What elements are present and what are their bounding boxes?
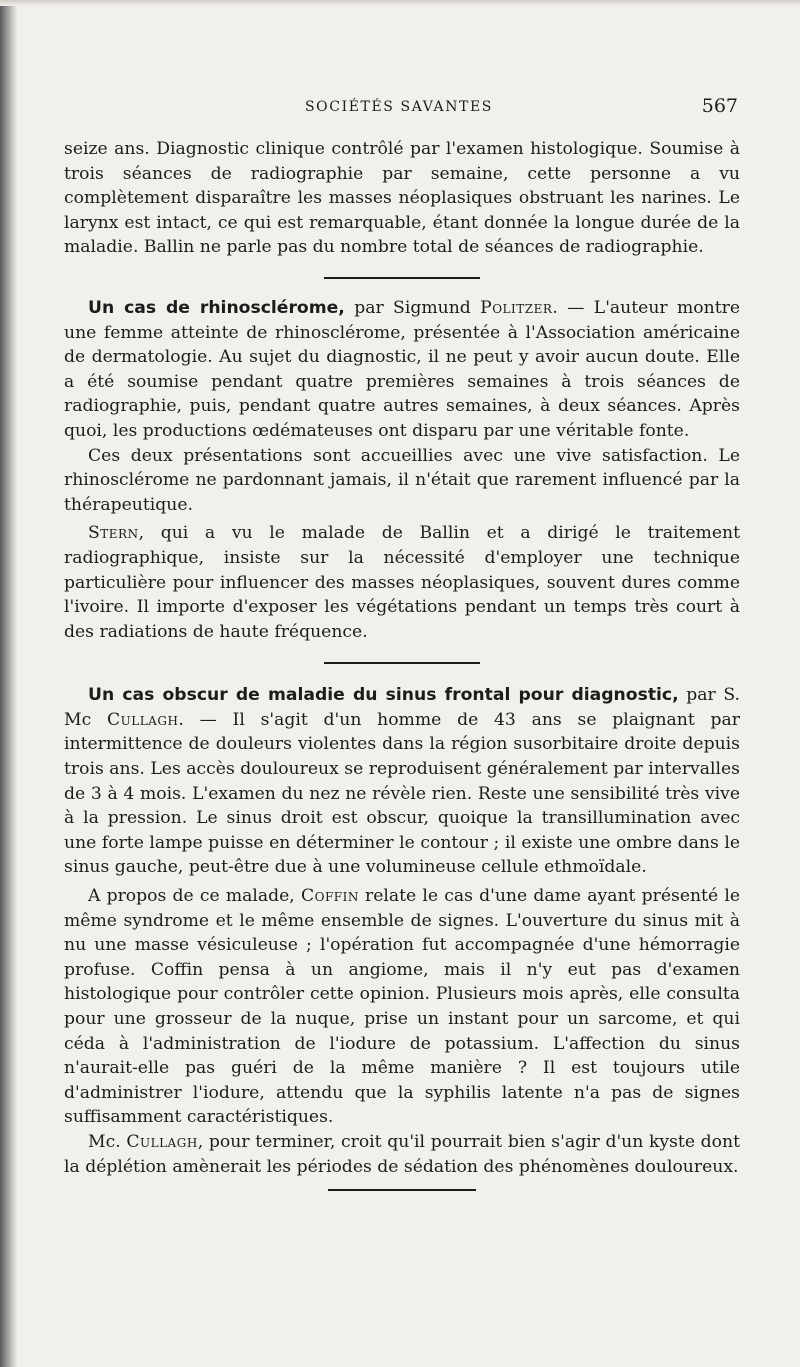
paragraph-presentations: Ces deux présentations sont accueillies avec une vive satisfaction. Le rhinosclérome ne pardonnant jamais, il n'était que rarement influencé par la thérapeutique. xyxy=(64,445,740,515)
paragraph-text: relate le cas d'une dame ayant présenté le même syndrome et le même ensemble de signes. L'ouverture du sinus mit à nu une masse vésiculeuse ; l'opération fut accompagnée d'une hémorragie profuse. Coffin pensa à un angiome, mais il n'y eut pas d'examen histologique pour contrôler cette opinion. Plusieurs mois après, elle consulta pour une grosseur de la nuque, prise un instant pour un sarcome, et qui céda à l'administration de l'iodure de potassium. L'affection du sinus n'aurait-elle pas guéri de la même manière ? Il est toujours utile d'administrer l'iodure, attendu que la syphilis latente n'a pas de signes suffisamment caractéristiques. xyxy=(64,886,740,1128)
section-title-sinus-frontal: Un cas obscur de maladie du sinus frontal pour diagnostic, xyxy=(88,685,679,706)
paragraph-mccullagh xyxy=(64,1130,740,1179)
paragraph-lead: Mc. xyxy=(88,1131,127,1152)
page-body xyxy=(64,137,740,1191)
paragraph-text: . — L'auteur montre une femme atteinte de rhinosclérome, présentée à l'Association américaine de dermatologie. Au sujet du diagnostic, il ne peut y avoir aucun doute. Elle a été soumise pendant quatre premières semaines à trois séances de radiographie, puis, pendant quatre autres semaines, à deux séances. Après quoi, les productions œdémateuses ont disparu par une véritable fonte. xyxy=(64,297,740,441)
paragraph-text: , pour terminer, croit qu'il pourrait bien s'agir d'un kyste dont la déplétion amènerait les périodes de sédation des phénomènes douloureux. xyxy=(64,1131,740,1177)
person-name: Coffin xyxy=(300,886,359,907)
person-name: Cullagh xyxy=(126,1131,198,1152)
author-name: Cullagh xyxy=(106,709,179,730)
section-divider xyxy=(324,277,480,279)
page-binding-edge xyxy=(0,0,18,1367)
byline-text: par S. Mc xyxy=(64,685,740,730)
section-divider xyxy=(324,662,480,664)
paragraph-coffin xyxy=(64,884,740,1130)
byline-text: par Sigmund xyxy=(344,297,481,318)
paragraph-rhinosclerome xyxy=(64,296,740,444)
section-title-rhinosclerome: Un cas de rhinosclérome, xyxy=(88,297,345,318)
page-number: 567 xyxy=(701,95,738,117)
running-head: SOCIÉTÉS SAVANTES xyxy=(304,99,493,115)
section-divider xyxy=(328,1189,476,1191)
paragraph-lead: A propos de ce malade, xyxy=(88,886,301,907)
paragraph-text: . — Il s'agit d'un homme de 43 ans se plaignant par intermittence de douleurs violentes dans la région susorbitaire droite depuis trois ans. Les accès douloureux se reproduisent généralement par intervalles de 3 à 4 mois. L'examen du nez ne révèle rien. Reste une sensibilité très vive à la pression. Le sinus droit est obscur, quoique la transillumination avec une forte lampe puisse en déterminer le contour ; il existe une ombre dans le sinus gauche, peut-être due à une volumineuse cellule ethmoïdale. xyxy=(64,709,740,878)
paragraph-text: , qui a vu le malade de Ballin et a dirigé le traitement radiographique, insiste sur la nécessité d'employer une technique particulière pour influencer des masses néoplasiques, souvent dures comme l'ivoire. Il importe d'exposer les végétations pendant un temps très court à des radiations de haute fréquence. xyxy=(64,523,740,642)
page-top-edge xyxy=(0,0,800,6)
author-name: Politzer xyxy=(480,297,553,318)
page-header xyxy=(60,95,738,121)
paragraph-stern xyxy=(64,521,740,644)
person-name: Stern xyxy=(88,523,139,544)
paragraph-continuation: seize ans. Diagnostic clinique contrôlé par l'examen histologique. Soumise à trois séances de radiographie par semaine, cette personne a vu complètement disparaître les masses néoplasiques obstruant les narines. Le larynx est intact, ce qui est remarquable, étant donnée la longue durée de la maladie. Ballin ne parle pas du nombre total de séances de radiographie. xyxy=(64,139,740,258)
paragraph-sinus-frontal xyxy=(64,683,740,880)
